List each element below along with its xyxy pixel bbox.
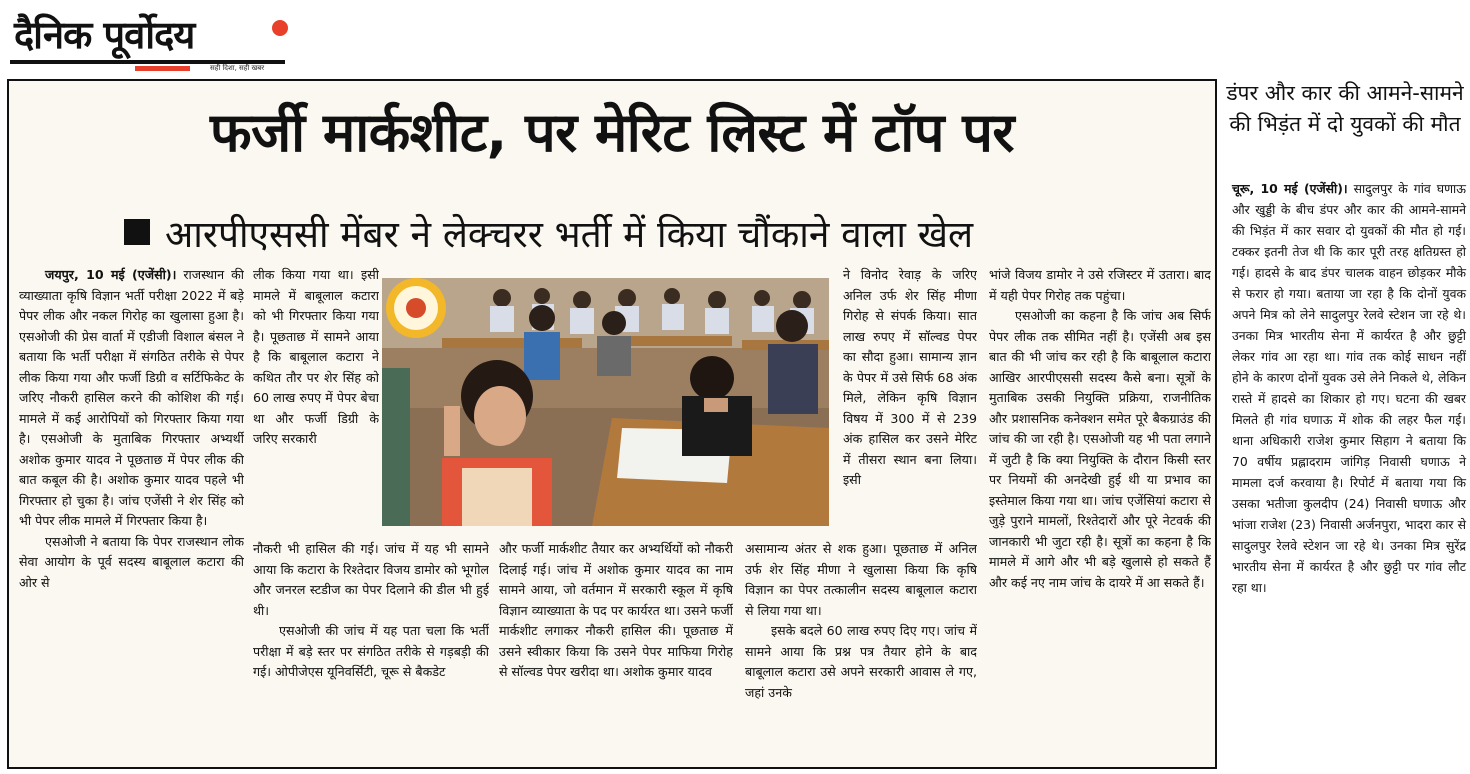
sidebar-body <box>1232 178 1466 598</box>
newspaper-logo: दैनिक पूर्वोदय <box>14 13 195 57</box>
column-2-top-text: लीक किया गया था। इसी मामले में बाबूलाल कटारा को भी गिरफ्तार किया गया है। पूछताछ में सामने आया है कि बाबूलाल कटारा ने कथित तौर पर शेर सिंह को 60 लाख रुपए में पेपर बेचा था और फर्जी डिग्री के जरिए सरकारी <box>253 267 379 446</box>
article-column-4-top <box>843 265 977 533</box>
article-column-3-bottom <box>499 539 733 765</box>
article-column-2-top <box>253 265 379 533</box>
column-1-paragraph-1: राजस्थान की व्याख्याता कृषि विज्ञान भर्ती परीक्षा 2022 में बड़े पेपर लीक और नकल गिरोह का खुलासा हुआ है। एसओजी की प्रेस वार्ता में एडीजी विशाल बंसल ने बताया कि भर्ती परीक्षा में संगठित तरीके से पेपर लीक किया गया और फर्जी डिग्री व सर्टिफिकेट के जरिए नौकरी हासिल करने की कोशिश की गई। मामले में कई आरोपियों को गिरफ्तार किया गया है। एसओजी के मुताबिक गिरफ्तार अभ्यर्थी अशोक कुमार यादव ने पूछताछ में पेपर लीक की बात कबूल की है। अशोक कुमार यादव पहले भी गिरफ्तार हो चुका है। जांच एजेंसी ने शेर सिंह को भी पेपर लीक मामले में गिरफ्तार किया है। <box>19 267 244 528</box>
masthead <box>10 6 285 74</box>
sidebar-story <box>1222 76 1468 771</box>
column-1-paragraph-2: एसओजी ने बताया कि पेपर राजस्थान लोक सेवा आयोग के पूर्व सदस्य बाबूलाल कटारा की ओर से <box>19 533 244 590</box>
column-4-bottom-paragraph-1: असामान्य अंतर से शक हुआ। पूछताछ में अनिल उर्फ शेर सिंह मीणा ने खुलासा किया कि कृषि विज्ञान का पेपर तत्कालीन सदस्य बाबूलाल कटारा से लिया गया था। <box>745 541 977 618</box>
column-5-paragraph-2: एसओजी का कहना है कि जांच अब सिर्फ पेपर लीक तक सीमित नहीं है। एजेंसी अब इस बात की भी जांच कर रही है कि बाबूलाल कटारा आखिर आरपीएससी सदस्य कैसे बना। सूत्रों के मुताबिक उसकी नियुक्ति प्रक्रिया, राजनीतिक और प्रशासनिक कनेक्शन समेत पूरे बैकग्राउंड की जांच की जा रही है। एसओजी यह भी पता लगाने में जुटी है कि क्या नियुक्ति के दौरान किसी स्तर पर नियमों की अनदेखी हुई थी या प्रभाव का इस्तेमाल किया गया था। जांच एजेंसियां कटारा से जुड़े पुराने मामलों, रिश्तेदारों और पूरे नेटवर्क की जानकारी भी जुटा रही है। सूत्रों का कहना है कि मामले में आगे और भी बड़े खुलासे हो सकते हैं और कई नए नाम जांच के दायरे में आ सकते हैं। <box>989 308 1211 590</box>
column-2-bottom-paragraph-2: एसओजी की जांच में यह पता चला कि भर्ती परीक्षा में बड़े स्तर पर संगठित तरीके से गड़बड़ी की गई। ओपीजेएस यूनिवर्सिटी, चूरू से बैकडेट <box>253 623 489 679</box>
column-4-bottom-paragraph-2: इसके बदले 60 लाख रुपए दिए गए। जांच में सामने आया कि प्रश्न पत्र तैयार होने के बाद बाबूलाल कटारा उसे अपने सरकारी आवास ले गए, जहां उनके <box>745 623 977 700</box>
masthead-tagline: सही दिशा, सही खबर <box>210 64 265 72</box>
sidebar-headline: डंपर और कार की आमने-सामने की भिड़ंत में दो युवकों की मौत <box>1226 81 1464 136</box>
column-2-bottom-paragraph-1: नौकरी भी हासिल की गई। जांच में यह भी सामने आया कि कटारा के रिश्तेदार विजय डामोर को भूगोल और जनरल स्टडीज का पेपर दिलाने की डील भी हुई थी। <box>253 541 489 618</box>
article-column-5 <box>989 265 1211 765</box>
masthead-accent-bar <box>135 66 190 71</box>
logo-dot-icon <box>272 20 288 36</box>
column-3-bottom-text: और फर्जी मार्कशीट तैयार कर अभ्यर्थियों को नौकरी दिलाई गई। जांच में अशोक कुमार यादव का नाम सामने आया, जो वर्तमान में सरकारी स्कूल में कृषि विज्ञान व्याख्याता के पद पर कार्यरत था। उसने फर्जी मार्कशीट लगाकर नौकरी हासिल की। पूछताछ में उसने स्वीकार किया कि उसने पेपर माफिया गिरोह से सॉल्वड पेपर खरीदा था। अशोक कुमार यादव <box>499 541 733 679</box>
sidebar-text: सादुलपुर के गांव घणाऊ और खुड्डी के बीच डंपर और कार की आमने-सामने की भिड़ंत में कार सवार दो युवकों की मौत हो गई। टक्कर इतनी तेज थी कि कार पूरी तरह क्षतिग्रस्त हो गई। हादसे के बाद डंपर चालक वाहन छोड़कर मौके से फरार हो गया। बताया जा रहा है कि दोनों युवक अपने मित्र को लेने सादुलपुर रेलवे स्टेशन जा रहे थे। उनका मित्र भारतीय सेना में कार्यरत है और छुट्टी लेकर गांव आ रहा था। गांव तक कोई साधन नहीं होने के कारण दोनों युवक उसे लेने निकले थे, लेकिन रास्ते में हादसे का शिकार हो गए। घटना की खबर मिलते ही गांव घणाऊ में शोक की लहर फैल गई। थाना अधिकारी राजेश कुमार सिहाग ने बताया कि 70 वर्षीय प्रह्लादराम जांगिड़ निवासी घणाऊ ने मामला दर्ज करवाया है। रिपोर्ट में बताया गया कि उसका भतीजा कुलदीप (24) निवासी घणाऊ और भांजा राजेश (23) निवासी अर्जनपुरा, भादरा कार से सादुलपुर रेलवे स्टेशन जा रहे थे। उनका मित्र सुरेंद्र भारतीय सेना में कार्यरत है और छुट्टी पर गांव लौट रहा था। <box>1232 181 1466 595</box>
article-column-4-bottom <box>745 539 977 765</box>
exam-hall-image <box>382 278 829 526</box>
article-photo <box>382 278 829 526</box>
column-4-top-text: ने विनोद रेवाड़ के जरिए अनिल उर्फ शेर सिंह मीणा गिरोह से संपर्क किया। सात लाख रुपए में सॉल्वड पेपर का सौदा हुआ। सामान्य ज्ञान के पेपर में उसे सिर्फ 68 अंक मिले, लेकिन कृषि विज्ञान विषय में 300 में से 239 अंक हासिल कर उसने मेरिट में तीसरा स्थान बना लिया। इसी <box>843 267 977 487</box>
article-subheadline: आरपीएससी मेंबर ने लेक्चरर भर्ती में किया चौंकाने वाला खेल <box>165 213 974 256</box>
article-dateline: जयपुर, 10 मई (एजेंसी)। <box>45 267 177 282</box>
article-column-2-bottom <box>253 539 489 765</box>
subhead-bullet-icon <box>124 219 150 245</box>
sidebar-dateline: चूरू, 10 मई (एजेंसी)। <box>1232 181 1348 196</box>
column-5-paragraph-1: भांजे विजय डामोर ने उसे रजिस्टर में उतारा। बाद में यही पेपर गिरोह तक पहुंचा। <box>989 267 1211 303</box>
article-headline: फर्जी मार्कशीट, पर मेरिट लिस्ट में टॉप पर <box>209 101 1015 164</box>
article-column-1 <box>19 265 244 765</box>
